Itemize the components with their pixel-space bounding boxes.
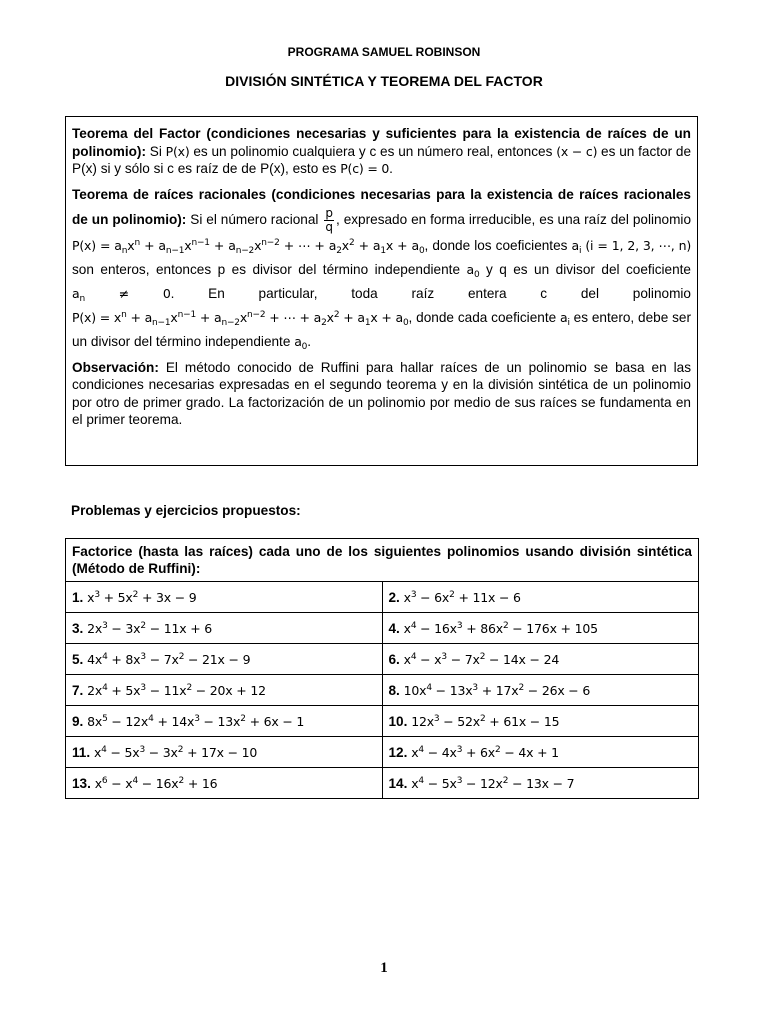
rational-roots-paragraph: Teorema de raíces racionales (condiciones necesarias para la existencia de raíces racionales de un polinomio): Si el número racional $\frac{p}{q}$ , expresado en forma irreducible, es una raíz del polinomio $P(x) = a_nx^n + a_{n-1}x^{n-1} + a_{n-2}x^{n-2}$ + ⋯ + $a_2x^2 + a_1x + a_0$, donde los coeficientes $a_i$ (i = 1, 2, 3, ⋯, n) son enteros, entonces p es divisor del término independiente $a_0$ y q es un divisor del coeficiente $a_n \ne 0$. En particular, toda raíz entera c del polinomio $P(x) = x^n + a_{n-1}x^{n-1} + a_{n-2}x^{n-2}$ + ⋯ + $a_2x^2 + a_1x + a_0$, donde cada coeficiente $a_i$ es entero, debe ser un divisor del término independiente $a_0$. bbox=[72, 186, 692, 352]
exercise-cell bbox=[382, 613, 699, 644]
exercise-cell bbox=[66, 613, 383, 644]
exercise-instructions: Factorice (hasta las raíces) cada uno de los siguientes polinomios usando división sintética (Método de Ruffini): bbox=[66, 539, 699, 582]
exercise-polynomial: $x^3 - 6x^2 + 11x - 6$ bbox=[403, 589, 521, 605]
exercise-number: 6. bbox=[388, 651, 404, 667]
exercise-number: 2. bbox=[388, 589, 404, 605]
exercise-number: 9. bbox=[72, 713, 88, 729]
exercise-cell bbox=[66, 768, 383, 799]
exercise-number: 10. bbox=[388, 713, 412, 729]
exercise-row bbox=[66, 768, 699, 799]
exercise-number: 12. bbox=[388, 744, 412, 760]
exercise-polynomial: $2x^3 - 3x^2 - 11x + 6$ bbox=[87, 620, 213, 636]
observation-paragraph: Observación: El método conocido de Ruffini para hallar raíces de un polinomio se basa en las condiciones necesarias expresadas en el segundo teorema y en la división sintética de un polinomio por otro de primer grado. La factorización de un polinomio por medio de sus raíces se fundamenta en el primer teorema. bbox=[72, 359, 691, 427]
exercise-polynomial: $12x^3 - 52x^2 + 61x - 15$ bbox=[411, 713, 560, 729]
page-title: DIVISIÓN SINTÉTICA Y TEOREMA DEL FACTOR bbox=[225, 73, 543, 89]
exercise-row bbox=[66, 737, 699, 768]
exercise-polynomial: $10x^4 - 13x^3 + 17x^2 - 26x - 6$ bbox=[403, 682, 591, 698]
exercise-polynomial: $x^4 - 4x^3 + 6x^2 - 4x + 1$ bbox=[411, 744, 559, 760]
exercise-cell bbox=[382, 706, 699, 737]
exercise-polynomial: $x^6 - x^4 - 16x^2 + 16$ bbox=[94, 775, 218, 791]
exercise-number: 1. bbox=[72, 589, 88, 605]
exercise-polynomial: $x^4 - 5x^3 - 3x^2 + 17x - 10$ bbox=[93, 744, 258, 760]
exercise-polynomial: $4x^4 + 8x^3 - 7x^2 - 21x - 9$ bbox=[87, 651, 251, 667]
exercise-cell bbox=[66, 582, 383, 613]
exercise-polynomial: $8x^5 - 12x^4 + 14x^3 - 13x^2 + 6x - 1$ bbox=[87, 713, 305, 729]
exercise-cell bbox=[382, 737, 699, 768]
exercise-number: 4. bbox=[388, 620, 404, 636]
page-number: 1 bbox=[380, 960, 388, 976]
exercise-polynomial: $x^4 - x^3 - 7x^2 - 14x - 24$ bbox=[403, 651, 560, 667]
polynomial-general-form: $P(x) = a_nx^n + a_{n-1}x^{n-1} + a_{n-2}x^{n-2}$ + ⋯ + $a_2x^2 + a_1x + a_0$ bbox=[72, 237, 425, 256]
exercise-cell bbox=[66, 737, 383, 768]
exercise-number: 3. bbox=[72, 620, 88, 636]
observation-title: Observación: bbox=[72, 359, 159, 375]
exercise-cell bbox=[382, 768, 699, 799]
exercise-polynomial: $2x^4 + 5x^3 - 11x^2 - 20x + 12$ bbox=[87, 682, 266, 698]
exercise-number: 8. bbox=[388, 682, 404, 698]
fraction-p-over-q: $\frac{p}{q}$ bbox=[325, 205, 333, 234]
factor-theorem-paragraph: Teorema del Factor (condiciones necesarias y suficientes para la existencia de raíces de un polinomio): Si P(x) es un polinomio cualquiera y c es un número real, entonces (x − c) es un factor de P(x) si y sólo si c es raíz de de P(x), esto es P(c) = 0. bbox=[72, 126, 692, 176]
exercises-table bbox=[65, 538, 699, 799]
exercise-cell bbox=[382, 644, 699, 675]
exercise-cell bbox=[382, 582, 699, 613]
exercise-cell bbox=[66, 675, 383, 706]
problems-heading: Problemas y ejercicios propuestos: bbox=[71, 503, 301, 518]
exercise-number: 14. bbox=[388, 775, 412, 791]
exercise-polynomial: $x^4 - 5x^3 - 12x^2 - 13x - 7$ bbox=[411, 775, 575, 791]
exercise-number: 7. bbox=[72, 682, 88, 698]
exercise-row bbox=[66, 644, 699, 675]
exercise-row bbox=[66, 582, 699, 613]
exercise-number: 5. bbox=[72, 651, 88, 667]
exercise-polynomial: $x^3 + 5x^2 + 3x - 9$ bbox=[87, 589, 197, 605]
program-header: PROGRAMA SAMUEL ROBINSON bbox=[287, 45, 481, 59]
exercise-cell bbox=[66, 706, 383, 737]
exercise-row bbox=[66, 706, 699, 737]
exercise-number: 11. bbox=[72, 744, 94, 760]
polynomial-monic-form: $P(x) = x^n + a_{n-1}x^{n-1} + a_{n-2}x^{n-2}$ + ⋯ + $a_2x^2 + a_1x + a_0$ bbox=[72, 309, 409, 328]
rational-roots-title: Teorema de raíces racionales (condiciones necesarias para la existencia de raíces racionales de un polinomio): bbox=[72, 186, 691, 227]
exercise-header-row bbox=[66, 539, 699, 582]
factor-theorem-title: Teorema del Factor (condiciones necesarias y suficientes para la existencia de raíces de un polinomio): bbox=[72, 126, 691, 159]
exercise-row bbox=[66, 613, 699, 644]
exercise-cell bbox=[66, 644, 383, 675]
exercise-row bbox=[66, 675, 699, 706]
theorem-box bbox=[65, 116, 698, 466]
exercise-polynomial: $x^4 - 16x^3 + 86x^2 - 176x + 105$ bbox=[403, 620, 598, 636]
exercise-cell bbox=[382, 675, 699, 706]
exercise-number: 13. bbox=[72, 775, 95, 791]
